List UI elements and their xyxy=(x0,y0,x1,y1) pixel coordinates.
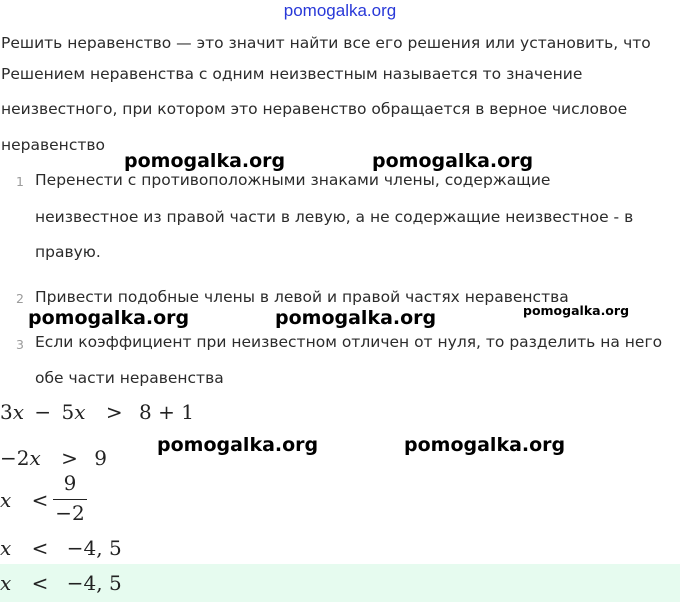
step-3-line-2: обе части неравенства xyxy=(35,369,224,387)
variable: x xyxy=(0,488,12,512)
relation: > xyxy=(105,400,123,424)
relation: > xyxy=(61,446,78,470)
step-number: 3 xyxy=(16,337,24,352)
relation: < xyxy=(31,488,49,512)
step-1-line-2: неизвестное из правой части в левую, а не содержащие неизвестное - в xyxy=(35,208,634,226)
step-1-line-1: Перенести с противоположными знаками члены, содержащие xyxy=(35,171,551,189)
rhs: −4, 5 xyxy=(66,571,122,595)
variable: x xyxy=(12,400,25,424)
answer-line xyxy=(0,571,122,595)
watermark: pomogalka.org xyxy=(28,307,190,329)
step-number: 1 xyxy=(16,174,24,189)
intro-line-2: Решением неравенства с одним неизвестным называется то значение xyxy=(1,65,583,83)
math-line-3 xyxy=(0,488,60,512)
rhs: 8 + 1 xyxy=(139,400,194,424)
intro-line-1: Решить неравенство — это значит найти все его решения или установить, что xyxy=(1,34,651,52)
variable: x xyxy=(0,571,12,595)
watermark: pomogalka.org xyxy=(275,307,437,329)
step-2-line-1: Привести подобные члены в левой и правой частях неравенства xyxy=(35,288,569,306)
variable: x xyxy=(74,400,86,424)
math-line-2 xyxy=(0,446,107,470)
site-title[interactable]: pomogalka.org xyxy=(283,1,397,20)
step-3-line-1: Если коэффициент при неизвестном отличен от нуля, то разделить на него xyxy=(35,333,663,351)
step-number: 2 xyxy=(16,291,24,306)
fraction-numerator: 9 xyxy=(63,471,77,495)
coef: 3 xyxy=(0,400,13,424)
fraction xyxy=(53,471,87,527)
step-1-line-3: правую. xyxy=(35,243,101,261)
coef: −2 xyxy=(0,446,30,470)
intro-line-3: неизвестного, при котором это неравенство обращается в верное числовое xyxy=(1,100,628,118)
relation: < xyxy=(31,571,49,595)
watermark: pomogalka.org xyxy=(372,150,534,172)
math-line-4 xyxy=(0,536,122,560)
rhs: 9 xyxy=(94,446,107,470)
variable: x xyxy=(0,536,12,560)
watermark: pomogalka.org xyxy=(523,303,630,318)
watermark: pomogalka.org xyxy=(157,434,319,456)
watermark: pomogalka.org xyxy=(124,150,286,172)
variable: x xyxy=(29,446,41,470)
watermark: pomogalka.org xyxy=(404,434,566,456)
fraction-denominator: −2 xyxy=(55,501,85,525)
math-line-1 xyxy=(0,400,194,424)
relation: < xyxy=(31,536,49,560)
intro-line-4: неравенство xyxy=(1,136,105,154)
fraction-bar xyxy=(53,499,87,500)
rhs: −4, 5 xyxy=(66,536,122,560)
coef: 5 xyxy=(61,400,75,424)
minus-sign: − xyxy=(34,400,52,424)
